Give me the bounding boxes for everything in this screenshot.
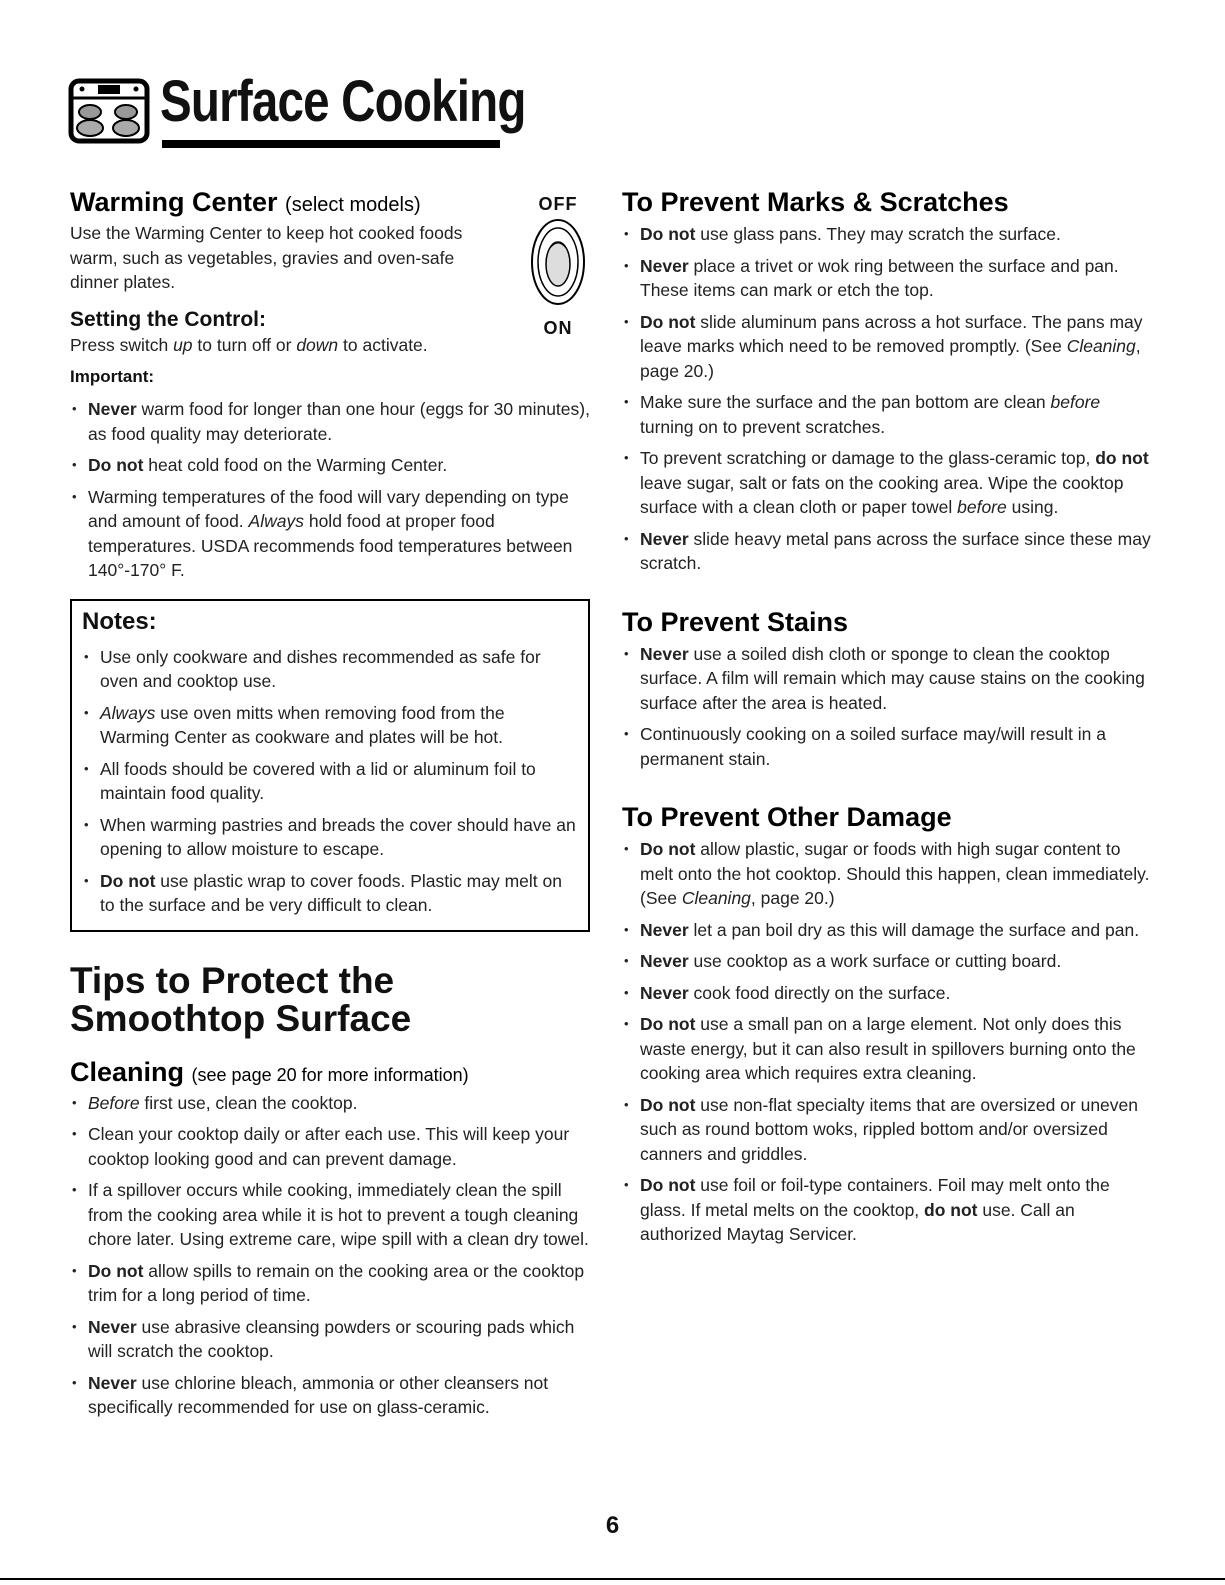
item-text: leave sugar, salt or fats on the cooking area. Wipe the cooktop surface with a clean cloth or paper towel (640, 472, 1124, 517)
item-bold: Do not (640, 1175, 696, 1195)
item-text: If a spillover occurs while cooking, immediately clean the spill from the cooking area while it is hot to prevent a tough cleaning chore later. Using extreme care, wipe spill with a clean dry towel. (88, 1180, 589, 1249)
item-bold: Never (88, 1372, 137, 1393)
item-text: turning on to prevent scratches. (640, 416, 886, 437)
stains-list (622, 642, 1152, 772)
warming-switch (526, 184, 590, 344)
list-item (82, 757, 578, 806)
switch-off-label: OFF (538, 194, 578, 214)
list-item (70, 453, 590, 478)
tips-heading-line2: Smoothtop Surface (70, 997, 412, 1039)
setting-text (70, 333, 590, 358)
item-text: All foods should be covered with a lid or aluminum foil to maintain food quality. (100, 758, 536, 803)
item-italic: Always (100, 702, 156, 723)
setting-text-down: down (296, 334, 339, 355)
item-text: using. (1006, 497, 1059, 517)
item-bold: Never (640, 919, 689, 940)
page-header (68, 68, 526, 154)
list-item (622, 837, 1152, 911)
marks-heading: To Prevent Marks & Scratches (622, 187, 1009, 217)
tips-heading-line1: Tips to Protect the (70, 959, 395, 1001)
list-item (622, 1173, 1152, 1247)
item-text: first use, clean the cooktop. (139, 1092, 358, 1113)
item-bold: do not (1095, 448, 1149, 468)
item-text: hold food at proper food temperatures. USDA recommends food temperatures between 140°-170° F. (88, 511, 573, 580)
item-italic: before (957, 497, 1007, 517)
page-title: Surface Cooking (160, 69, 526, 134)
marks-list (622, 222, 1152, 576)
item-text: use foil or foil-type containers. Foil may melt onto the glass. If metal melts on the cooktop, (640, 1175, 1110, 1220)
page-number: 6 (605, 1512, 620, 1539)
item-text: place a trivet or wok ring between the surface and pan. These items can mark or etch the top. (640, 255, 1119, 300)
list-item (622, 642, 1152, 716)
damage-list (622, 837, 1152, 1247)
list-item (82, 645, 578, 694)
list-item (82, 813, 578, 862)
item-bold: Do not (88, 455, 144, 475)
item-text: use a small pan on a large element. Not only does this waste energy, but it can also result in spillovers burning onto the cooking area which requires extra cleaning. (640, 1014, 1136, 1083)
item-italic: Cleaning (1066, 336, 1136, 356)
item-italic: Before (88, 1092, 140, 1113)
damage-heading: To Prevent Other Damage (622, 802, 952, 832)
warming-heading-text: Warming Center (70, 187, 278, 217)
item-text: Use only cookware and dishes recommended as safe for oven and cooktop use. (100, 646, 541, 691)
list-item (70, 485, 590, 583)
list-item (622, 1012, 1152, 1086)
notes-list (82, 645, 578, 918)
list-item (622, 222, 1152, 247)
warming-heading-note: (select models) (285, 194, 421, 216)
list-item (622, 254, 1152, 303)
item-bold: Do not (640, 224, 696, 244)
item-text: use cooktop as a work surface or cutting board. (688, 951, 1062, 971)
list-item (622, 1093, 1152, 1167)
item-bold: Never (88, 399, 137, 419)
warming-heading (70, 186, 590, 221)
item-text: Continuously cooking on a soiled surface may/will result in a permanent stain. (640, 724, 1106, 769)
setting-text-mid: to turn off or (192, 334, 297, 355)
item-text: Make sure the surface and the pan bottom are clean (640, 392, 1051, 412)
notes-heading: Notes: (82, 607, 157, 635)
item-text: use chlorine bleach, ammonia or other cleansers not specifically recommended for use on glass-ceramic. (88, 1372, 549, 1417)
item-bold: Never (640, 951, 689, 971)
list-item (622, 949, 1152, 974)
item-bold: Never (88, 1316, 137, 1337)
warming-list (70, 397, 590, 583)
list-item (70, 1259, 590, 1308)
cleaning-heading (70, 1056, 590, 1091)
list-item (82, 869, 578, 918)
item-bold: Do not (640, 311, 696, 332)
important-label: Important: (70, 367, 155, 386)
item-text: warm food for longer than one hour (eggs for 30 minutes), as food quality may deteriorate. (88, 399, 590, 444)
list-item (70, 1091, 590, 1116)
right-column (622, 186, 1152, 1254)
item-bold: Never (640, 528, 689, 549)
item-bold: Never (640, 982, 689, 1003)
setting-text-up: up (173, 334, 193, 355)
item-bold: Do not (640, 839, 696, 859)
list-item (82, 701, 578, 750)
item-text: Warming temperatures of the food will vary depending on type and amount of food. (88, 486, 569, 531)
item-text: use oven mitts when removing food from the Warming Center as cookware and plates will be hot. (100, 702, 505, 747)
switch-on-label: ON (543, 318, 573, 338)
item-text: use glass pans. They may scratch the surface. (695, 224, 1061, 244)
rocker-switch-icon (530, 218, 586, 306)
list-item (622, 918, 1152, 943)
item-bold: Never (640, 255, 689, 276)
setting-text-pre: Press switch (70, 334, 174, 355)
cleaning-heading-note: (see page 20 for more information) (191, 1064, 469, 1085)
item-italic: before (1050, 392, 1101, 412)
item-text: When warming pastries and breads the cover should have an opening to allow moisture to escape. (100, 814, 576, 859)
marks-section (622, 186, 1152, 576)
item-text: use non-flat specialty items that are oversized or uneven such as round bottom woks, rippled bottom and/or oversized canners and griddles. (640, 1094, 1138, 1164)
left-column (70, 186, 590, 1427)
item-text: use. Call an authorized Maytag Servicer. (640, 1199, 1075, 1244)
bottom-rule (0, 1578, 1225, 1580)
item-bold: Do not (88, 1260, 144, 1281)
warming-intro: Use the Warming Center to keep hot cooked foods warm, such as vegetables, gravies and oven-safe dinner plates. (70, 223, 463, 292)
list-item (70, 397, 590, 446)
damage-section (622, 801, 1152, 1247)
stains-heading: To Prevent Stains (622, 606, 849, 637)
list-item (622, 310, 1152, 384)
item-bold: Never (640, 643, 689, 664)
item-text: let a pan boil dry as this will damage the surface and pan. (688, 919, 1140, 940)
warming-center-section (70, 186, 590, 583)
title-underline (162, 140, 500, 148)
item-bold: Do not (640, 1014, 696, 1034)
item-text: slide heavy metal pans across the surface since these may scratch. (640, 528, 1151, 573)
stains-section (622, 606, 1152, 772)
list-item (622, 981, 1152, 1006)
setting-text-post: to activate. (338, 334, 428, 355)
setting-heading: Setting the Control: (70, 307, 266, 331)
item-italic: Always (248, 511, 304, 531)
tips-section (70, 959, 590, 1420)
list-item (622, 390, 1152, 439)
notes-box (70, 599, 590, 932)
item-text: , page 20.) (640, 336, 1141, 381)
list-item (70, 1122, 590, 1171)
item-text: , page 20.) (750, 888, 835, 908)
item-text: use a soiled dish cloth or sponge to clean the cooktop surface. A film will remain which may cause stains on the cooking surface after the area is heated. (640, 643, 1145, 713)
item-bold: Do not (640, 1094, 696, 1115)
list-item (622, 446, 1152, 520)
item-text: cook food directly on the surface. (688, 982, 951, 1003)
item-italic: Cleaning (681, 888, 751, 908)
item-text: use abrasive cleansing powders or scouring pads which will scratch the cooktop. (88, 1316, 575, 1361)
list-item (70, 1371, 590, 1420)
item-text: allow plastic, sugar or foods with high sugar content to melt onto the hot cooktop. Should this happen, clean immediately. (See (640, 839, 1150, 908)
item-text: slide aluminum pans across a hot surface. The pans may leave marks which need to be removed promptly. (See (640, 311, 1143, 356)
item-text: heat cold food on the Warming Center. (143, 455, 448, 475)
list-item (622, 527, 1152, 576)
cleaning-list (70, 1091, 590, 1420)
item-text: use plastic wrap to cover foods. Plastic may melt on to the surface and be very difficult to clean. (100, 870, 562, 915)
list-item (622, 722, 1152, 771)
item-text: To prevent scratching or damage to the glass-ceramic top, (640, 448, 1096, 468)
item-text: Clean your cooktop daily or after each use. This will keep your cooktop looking good and can prevent damage. (88, 1124, 570, 1169)
item-text: allow spills to remain on the cooking area or the cooktop trim for a long period of time. (88, 1260, 585, 1305)
list-item (70, 1178, 590, 1252)
item-bold: Do not (100, 870, 156, 891)
list-item (70, 1315, 590, 1364)
item-bold: do not (924, 1199, 978, 1220)
cleaning-heading-text: Cleaning (70, 1056, 185, 1087)
stove-icon (68, 78, 150, 144)
